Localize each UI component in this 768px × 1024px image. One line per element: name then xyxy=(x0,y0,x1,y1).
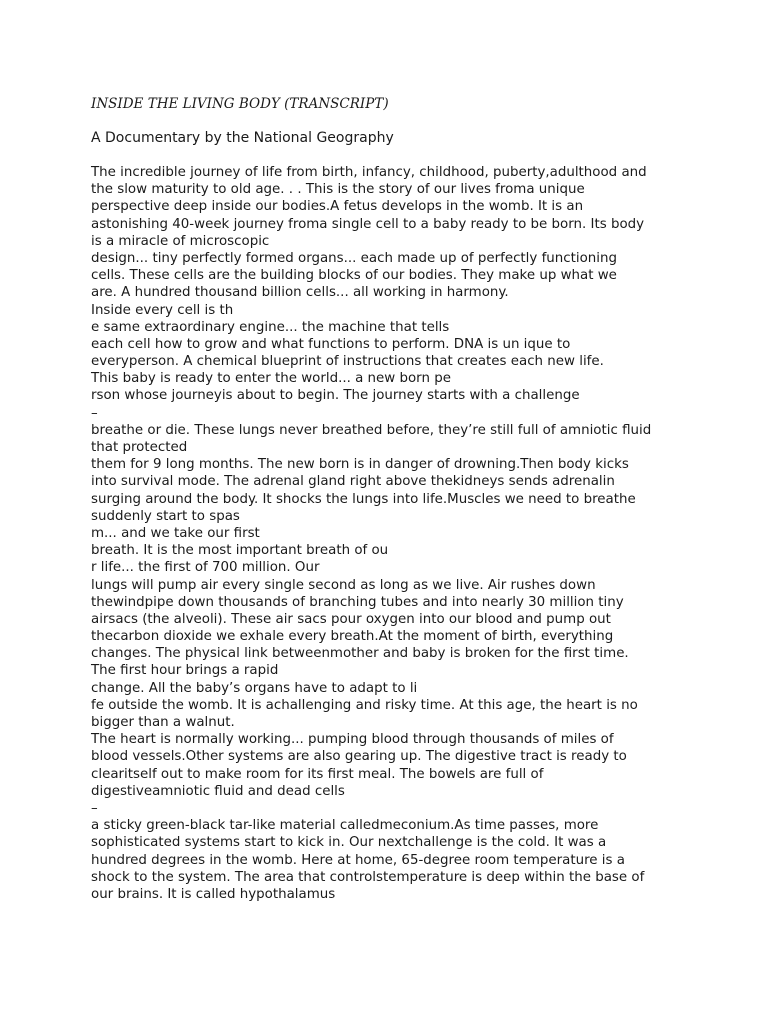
transcript-line: thecarbon dioxide we exhale every breath.At the moment of birth, everything xyxy=(91,629,614,645)
transcript-line: m... and we take our first xyxy=(91,525,260,541)
transcript-line: airsacs (the alveoli). These air sacs pour oxygen into our blood and pump out xyxy=(91,611,611,627)
transcript-line: design... tiny perfectly formed organs... each made up of perfectly functioning xyxy=(91,250,617,266)
transcript-line: – xyxy=(91,800,98,816)
transcript-line: them for 9 long months. The new born is in danger of drowning.Then body kicks xyxy=(91,457,629,473)
transcript-line: each cell how to grow and what functions to perform. DNA is un ique to xyxy=(91,336,571,352)
transcript-line: a sticky green-black tar-like material calledmeconium.As time passes, more xyxy=(91,818,599,834)
transcript-line: clearitself out to make room for its first meal. The bowels are full of xyxy=(91,766,544,782)
transcript-line: breathe or die. These lungs never breathed before, they’re still full of amniotic fluid xyxy=(91,422,652,438)
transcript-line: our brains. It is called hypothalamus xyxy=(91,886,336,902)
transcript-line: surging around the body. It shocks the lungs into life.Muscles we need to breathe xyxy=(91,491,636,507)
transcript-line: the slow maturity to old age. . . This is the story of our lives froma unique xyxy=(91,182,585,198)
transcript-line: into survival mode. The adrenal gland right above thekidneys sends adrenalin xyxy=(91,474,615,490)
transcript-line: This baby is ready to enter the world... a new born pe xyxy=(91,371,451,387)
document-subtitle: A Documentary by the National Geography xyxy=(91,130,394,146)
transcript-line: change. All the baby’s organs have to adapt to li xyxy=(91,680,418,696)
transcript-line: thewindpipe down thousands of branching tubes and into nearly 30 million tiny xyxy=(91,594,624,610)
transcript-line: bigger than a walnut. xyxy=(91,715,235,730)
transcript-line: e same extraordinary engine... the machine that tells xyxy=(91,319,450,335)
transcript-line: fe outside the womb. It is achallenging and risky time. At this age, the heart is no xyxy=(91,697,638,713)
transcript-line: hundred degrees in the womb. Here at home, 65-degree room temperature is a xyxy=(91,852,625,868)
transcript-line: The first hour brings a rapid xyxy=(91,663,279,679)
transcript-line: suddenly start to spas xyxy=(91,508,240,524)
transcript-line: shock to the system. The area that controlstemperature is deep within the base of xyxy=(91,869,645,885)
transcript-line: r life... the first of 700 million. Our xyxy=(91,560,320,576)
transcript-line: perspective deep inside our bodies.A fetus develops in the womb. It is an xyxy=(91,199,584,215)
transcript-line: that protected xyxy=(91,440,188,455)
transcript-line: blood vessels.Other systems are also gearing up. The digestive tract is ready to xyxy=(91,749,627,765)
transcript-line: sophisticated systems start to kick in. Our nextchallenge is the cold. It was a xyxy=(91,835,607,851)
transcript-line: The heart is normally working... pumping blood through thousands of miles of xyxy=(91,732,614,748)
transcript-line: astonishing 40-week journey froma single cell to a baby ready to be born. Its body xyxy=(91,216,645,232)
transcript-line: Inside every cell is th xyxy=(91,302,234,318)
document-title: INSIDE THE LIVING BODY (TRANSCRIPT) xyxy=(91,96,389,112)
transcript-line: rson whose journeyis about to begin. The journey starts with a challenge xyxy=(91,388,580,404)
transcript-line: changes. The physical link betweenmother and baby is broken for the first time. xyxy=(91,646,629,662)
transcript-line: The incredible journey of life from birth, infancy, childhood, puberty,adulthood and xyxy=(91,165,647,180)
transcript-line: everyperson. A chemical blueprint of instructions that creates each new life. xyxy=(91,354,604,370)
transcript-line: – xyxy=(91,405,98,421)
transcript-body xyxy=(91,164,691,903)
transcript-line: breath. It is the most important breath of ou xyxy=(91,543,389,559)
transcript-line: digestiveamniotic fluid and dead cells xyxy=(91,783,345,799)
transcript-line: is a miracle of microscopic xyxy=(91,233,270,249)
transcript-line: are. A hundred thousand billion cells... all working in harmony. xyxy=(91,285,509,301)
transcript-line: lungs will pump air every single second as long as we live. Air rushes down xyxy=(91,577,596,593)
transcript-line: cells. These cells are the building blocks of our bodies. They make up what we xyxy=(91,268,617,284)
